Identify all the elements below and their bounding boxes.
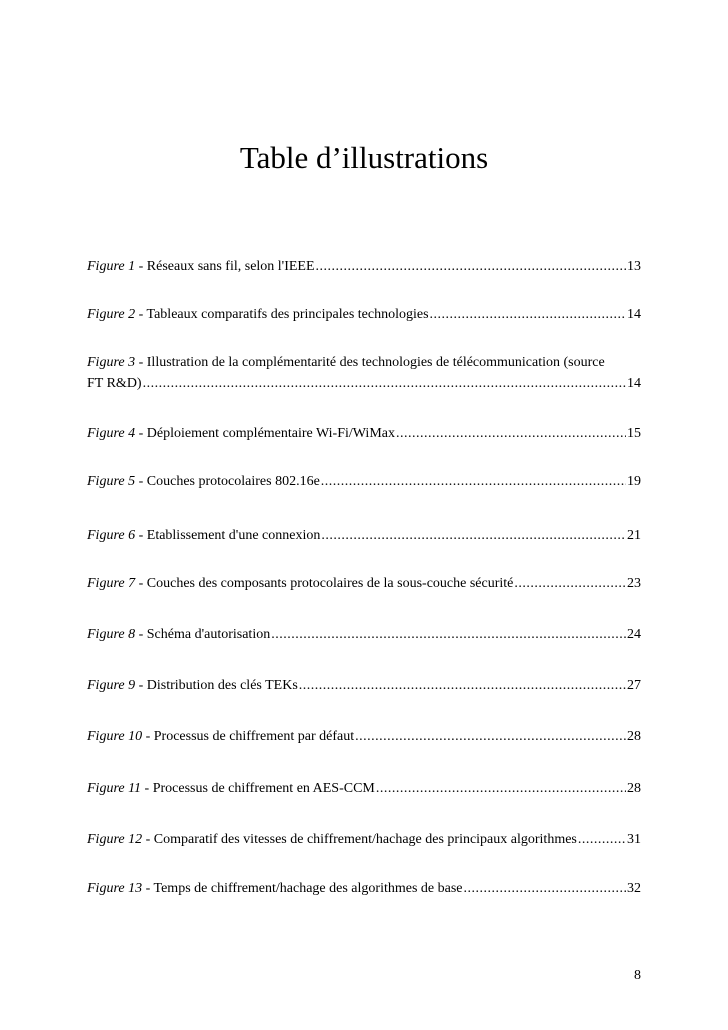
dot-leader [514,573,626,594]
dot-leader [321,525,626,546]
toc-entry[interactable]: Figure 11 - Processus de chiffrement en AES-CCM ..... 28 [87,778,641,799]
figure-caption: Etablissement d'une connexion [146,528,321,543]
figure-caption: Processus de chiffrement par défaut [153,729,355,744]
figure-caption: Temps de chiffrement/hachage des algorithmes de base [153,881,463,896]
toc-entry[interactable]: Figure 13 - Temps de chiffrement/hachage des algorithmes de base ..... 32 [87,878,641,899]
figure-number: Figure 10 [87,729,143,744]
figure-caption: Processus de chiffrement en AES-CCM [152,781,375,796]
figure-number: Figure 1 [87,259,136,274]
figure-number: Figure 9 [87,678,136,693]
figure-number: Figure 6 [87,528,136,543]
figure-page: 21 [627,528,641,543]
dot-leader [464,878,627,899]
toc-entry[interactable]: Figure 7 - Couches des composants protocolaires de la sous-couche sécurité ..... 23 [87,573,641,594]
figure-caption: Schéma d'autorisation [146,627,271,642]
figure-page: 15 [627,426,641,441]
figure-page: 14 [627,376,641,391]
dot-leader [578,829,626,850]
toc-entry[interactable]: Figure 4 - Déploiement complémentaire Wi-Fi/WiMax ..... 15 [87,423,641,444]
dot-leader [396,423,626,444]
figure-number: Figure 4 [87,426,136,441]
toc-entry[interactable]: Figure 2 - Tableaux comparatifs des principales technologies ..... 14 [87,304,641,325]
figure-page: 14 [627,307,641,322]
figure-page: 28 [627,729,641,744]
figure-page: 32 [627,881,641,896]
dot-leader [321,471,626,492]
page-number: 8 [634,968,641,983]
toc-entry[interactable]: Figure 1 - Réseaux sans fil, selon l'IEEE ..... 13 [87,256,641,277]
figure-number: Figure 8 [87,627,136,642]
figure-number: Figure 5 [87,474,136,489]
figure-page: 23 [627,576,641,591]
figure-number: Figure 11 [87,781,142,796]
figure-caption: Couches protocolaires 802.16e [146,474,320,489]
figure-number: Figure 7 [87,576,136,591]
dot-leader [355,726,626,747]
figure-caption-continued: FT R&D) [87,376,142,391]
figure-number: Figure 3 [87,355,136,370]
figure-page: 27 [627,678,641,693]
page-title: Table d’illustrations [239,140,489,175]
dot-leader [316,256,626,277]
figure-number: Figure 12 [87,832,143,847]
figure-page: 19 [627,474,641,489]
toc-entry[interactable]: Figure 6 - Etablissement d'une connexion ..... 21 [87,525,641,546]
toc-entry[interactable]: Figure 12 - Comparatif des vitesses de chiffrement/hachage des principaux algorithmes ..... 31 [87,829,641,850]
figure-caption: Comparatif des vitesses de chiffrement/hachage des principaux algorithmes [153,832,577,847]
toc-entry[interactable]: Figure 3 - Illustration de la complémentarité des technologies de télécommunication (source FT R&D) ..... 14 [87,352,641,394]
toc-entry[interactable]: Figure 10 - Processus de chiffrement par défaut ..... 28 [87,726,641,747]
figure-caption: Couches des composants protocolaires de la sous-couche sécurité [146,576,514,591]
dot-leader [430,304,626,325]
figure-caption: Réseaux sans fil, selon l'IEEE [146,259,315,274]
toc-entry[interactable]: Figure 8 - Schéma d'autorisation ..... 24 [87,624,641,645]
figure-number: Figure 13 [87,881,143,896]
figure-caption: Déploiement complémentaire Wi-Fi/WiMax [146,426,395,441]
figure-page: 28 [627,781,641,796]
figure-number: Figure 2 [87,307,136,322]
figure-caption: Tableaux comparatifs des principales technologies [146,307,429,322]
figure-caption: Illustration de la complémentarité des technologies de télécommunication (source [146,355,605,370]
dot-leader [271,624,626,645]
dot-leader [143,373,626,394]
dot-leader [376,778,626,799]
dot-leader [299,675,626,696]
figure-page: 31 [627,832,641,847]
figure-page: 24 [627,627,641,642]
toc-entry[interactable]: Figure 5 - Couches protocolaires 802.16e ..... 19 [87,471,641,492]
toc-entry[interactable]: Figure 9 - Distribution des clés TEKs ..... 27 [87,675,641,696]
figure-caption: Distribution des clés TEKs [146,678,298,693]
figure-page: 13 [627,259,641,274]
